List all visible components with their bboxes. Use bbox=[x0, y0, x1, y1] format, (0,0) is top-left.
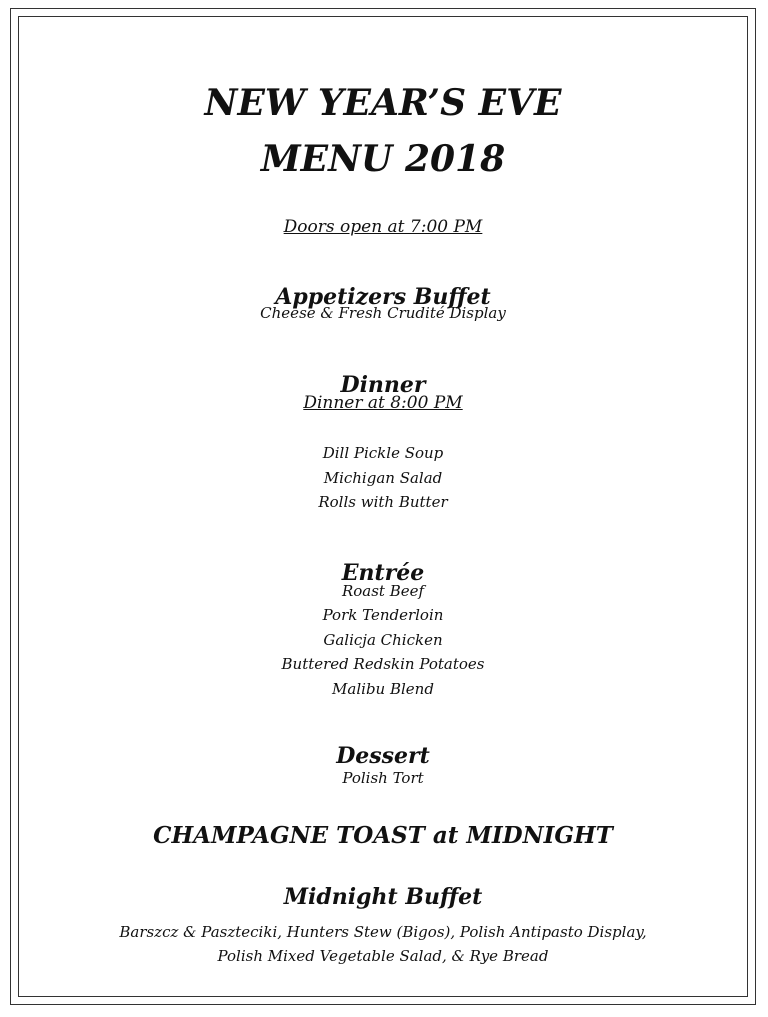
entree-heading: Entrée bbox=[341, 560, 425, 586]
menu-title-line2: MENU 2018 bbox=[260, 138, 506, 180]
doors-open-time: Doors open at 7:00 PM bbox=[283, 217, 483, 237]
appetizers-item: Cheese & Fresh Crudité Display bbox=[260, 304, 506, 322]
entree-item: Buttered Redskin Potatoes bbox=[281, 655, 485, 673]
champagne-toast: CHAMPAGNE TOAST at MIDNIGHT bbox=[153, 822, 613, 849]
dinner-item: Dill Pickle Soup bbox=[322, 444, 444, 462]
menu-title-line1: NEW YEAR’S EVE bbox=[204, 82, 562, 124]
dinner-item: Rolls with Butter bbox=[318, 493, 448, 511]
entree-item: Galicja Chicken bbox=[323, 631, 443, 649]
entree-item: Malibu Blend bbox=[332, 680, 434, 698]
entree-item: Pork Tenderloin bbox=[322, 606, 444, 624]
dessert-item: Polish Tort bbox=[342, 769, 424, 787]
entree-item: Roast Beef bbox=[341, 582, 425, 600]
midnight-buffet-line: Barszcz & Paszteciki, Hunters Stew (Bigos), Polish Antipasto Display, bbox=[119, 923, 647, 941]
dinner-time: Dinner at 8:00 PM bbox=[303, 393, 463, 413]
midnight-buffet-heading: Midnight Buffet bbox=[283, 884, 483, 910]
dessert-heading: Dessert bbox=[336, 743, 430, 769]
dinner-item: Michigan Salad bbox=[323, 469, 443, 487]
appetizers-heading: Appetizers Buffet bbox=[275, 284, 491, 310]
dinner-heading: Dinner bbox=[340, 372, 426, 398]
midnight-buffet-line: Polish Mixed Vegetable Salad, & Rye Bread bbox=[217, 947, 549, 965]
